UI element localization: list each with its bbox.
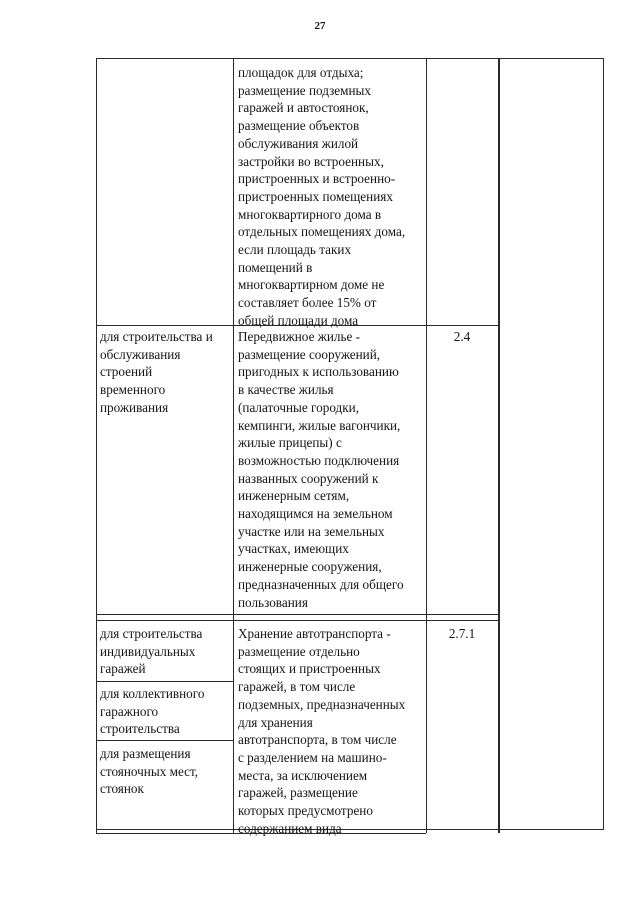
column-border [233, 58, 234, 833]
table-cell-description: Хранение автотранспорта - размещение отдельно стоящих и пристроенных гаражей, в том числе подземных, предназначенных для хранения автотранспорта, в том числе с разделением на машино- места, за исключением гаражей, размещение которых предусмотрено содержанием вида [238, 626, 406, 836]
row-divider [96, 620, 500, 621]
column-border [426, 58, 427, 833]
page-number: 27 [314, 20, 326, 32]
table-cell-purpose: для размещения стояночных мест, стоянок [100, 746, 199, 797]
table-cell-code: 2.4 [453, 329, 471, 344]
cell-divider [96, 681, 234, 682]
table-cell-purpose: для коллективного гаражного строительства [100, 686, 205, 737]
column-border [603, 58, 604, 830]
column-border [498, 58, 500, 833]
table-cell-description: площадок для отдыха; размещение подземных гаражей и автостоянок, размещение объектов обслуживания жилой застройки во встроенных, пристроенных и встроенно- пристроенных помещениях многоквартирного дома в отдельных помещениях дома, если площадь таких помещений в многоквартирном доме не составляет более 15% от общей площади дома [238, 65, 406, 328]
table-top-border [96, 58, 604, 59]
cell-divider [96, 740, 234, 741]
table-cell-description: Передвижное жилье - размещение сооружений, пригодных к использованию в качестве жилья (палаточные городки, кемпинги, жилые вагончики, жилые прицепы) с возможностью подключения названных сооружений к инженерным сетям, находящимся на земельном участке или на земельных участках, имеющих инженерные сооружения, предназначенных для общего пользования [238, 329, 404, 610]
table-cell-code: 2.7.1 [448, 626, 476, 641]
table-cell-purpose: для строительства индивидуальных гаражей [100, 626, 203, 677]
row-divider [96, 614, 500, 615]
column-border [96, 58, 97, 833]
table-cell-purpose: для строительства и обслуживания строений временного проживания [100, 329, 213, 415]
